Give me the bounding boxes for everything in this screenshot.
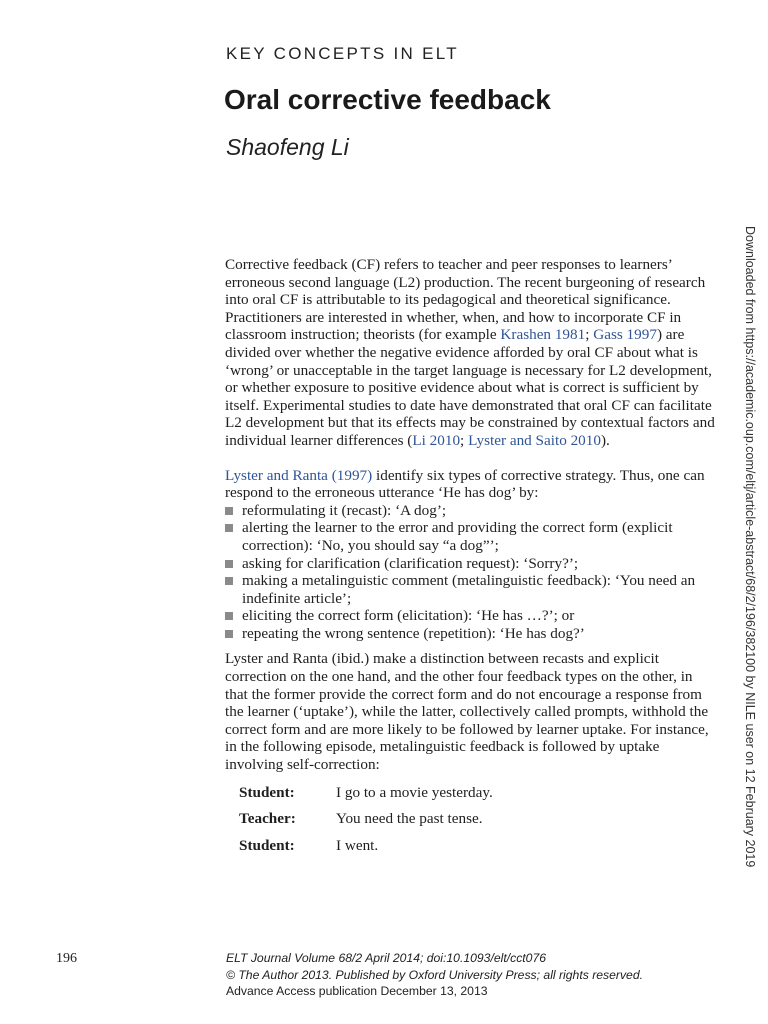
citation-lyster-ranta-1997[interactable]: Lyster and Ranta (1997) [225, 466, 373, 484]
paragraph-intro: Corrective feedback (CF) refers to teacher and peer responses to learners’ erroneous second language (L2) production. The recent burgeoning of research into oral CF is attributable to its pedagogical and theoretical significance. Practitioners are interested in whether, when, and how to incorporate CF in classroom instruction; theorists (for example Krashen 1981; Gass 1997) are divided over whether the negative evidence afforded by oral CF about what is ‘wrong’ or unacceptable in the target language is necessary for L2 development, or whether exposure to positive evidence about what is correct is sufficient by itself. Experimental studies to date have demonstrated that oral CF can facilitate L2 development but that its effects may be constrained by contextual factors and individual learner differences (Li 2010; Lyster and Saito 2010). [225, 256, 715, 449]
download-watermark: Downloaded from https://academic.oup.com/eltj/article-abstract/68/2/196/382100 by NILE user on 12 February 2019 [743, 226, 757, 868]
article-title: Oral corrective feedback [224, 84, 551, 115]
square-bullet-icon [225, 612, 233, 620]
speaker-label: Student: [239, 836, 295, 854]
utterance: I go to a movie yesterday. [336, 783, 493, 801]
speaker-label: Teacher: [239, 810, 296, 828]
square-bullet-icon [225, 560, 233, 568]
citation-lyster-saito-2010[interactable]: Lyster and Saito 2010 [468, 431, 601, 449]
citation-li-2010[interactable]: Li 2010 [412, 431, 461, 449]
square-bullet-icon [225, 577, 233, 585]
citation-krashen-1981[interactable]: Krashen 1981 [500, 326, 586, 344]
list-item: asking for clarification (clarification request): ‘Sorry?’; [225, 555, 715, 573]
paragraph-distinction: Lyster and Ranta (ibid.) make a distinction between recasts and explicit correction on the one hand, and the other four feedback types on the other, in that the former provide the correct form and do not encourage a response from the learner (‘uptake’), while the latter, collectively called prompts, withhold the correct form and are more likely to be followed by learner uptake. For instance, in the following episode, metalinguistic feedback is followed by uptake involving self-correction: [225, 650, 709, 774]
list-item: reformulating it (recast): ‘A dog’; [225, 502, 715, 520]
article-body [225, 256, 715, 863]
square-bullet-icon [225, 630, 233, 638]
dialogue-turn [225, 810, 715, 837]
speaker-label: Student: [239, 783, 295, 801]
dialogue-turn [225, 784, 715, 811]
list-item: eliciting the correct form (elicitation): ‘He has …?’; or [225, 607, 715, 625]
page-number: 196 [56, 951, 77, 966]
utterance: I went. [336, 836, 379, 854]
paragraph-strategies-intro: Lyster and Ranta (1997) identify six types of corrective strategy. Thus, one can respond to the erroneous utterance ‘He has dog’ by: [225, 466, 705, 502]
list-item: making a metalinguistic comment (metalinguistic feedback): ‘You need an indefinite article’; [225, 572, 715, 607]
strategy-list [225, 502, 715, 643]
journal-citation: ELT Journal Volume 68/2 April 2014; doi:10.1093/elt/cct076 [226, 951, 547, 965]
list-item: alerting the learner to the error and providing the correct form (explicit correction): ‘No, you should say “a dog”’; [225, 519, 715, 554]
square-bullet-icon [225, 524, 233, 532]
citation-gass-1997[interactable]: Gass 1997 [593, 326, 657, 344]
dialogue-turn [225, 837, 715, 864]
utterance: You need the past tense. [336, 810, 483, 828]
dialogue-example [225, 784, 715, 864]
copyright-notice: © The Author 2013. Published by Oxford University Press; all rights reserved. [226, 967, 643, 982]
page-footer [226, 950, 643, 1000]
square-bullet-icon [225, 507, 233, 515]
list-item: repeating the wrong sentence (repetition): ‘He has dog?’ [225, 625, 715, 643]
article-author: Shaofeng Li [226, 134, 349, 160]
advance-access-note: Advance Access publication December 13, 2013 [226, 984, 488, 998]
series-kicker: KEY CONCEPTS IN ELT [226, 44, 459, 63]
